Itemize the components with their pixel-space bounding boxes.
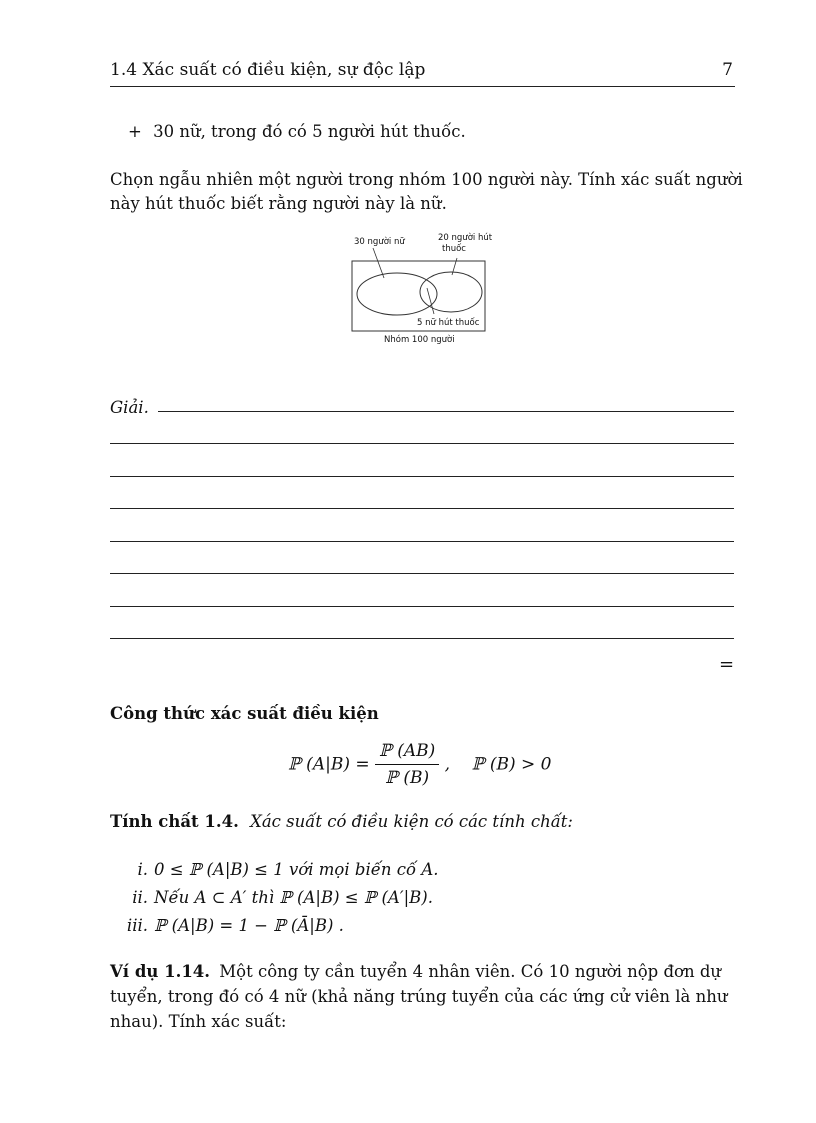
label-smokers-2: thuốc bbox=[442, 244, 466, 254]
formula-numerator: ℙ (AB) bbox=[375, 740, 439, 765]
answer-line bbox=[158, 411, 734, 412]
property-item bbox=[110, 914, 344, 938]
list-item bbox=[128, 120, 466, 144]
property-item-label: ii. bbox=[132, 888, 148, 907]
label-women: 30 người nữ bbox=[354, 237, 405, 247]
example-text-1: Một công ty cần tuyển 4 nhân viên. Có 10 người nộp đơn dự bbox=[219, 962, 722, 981]
formula-fraction bbox=[375, 740, 439, 789]
answer-line bbox=[110, 541, 734, 542]
property-item-label: iii. bbox=[126, 916, 148, 935]
property-item bbox=[110, 886, 433, 910]
formula-heading: Công thức xác suất điều kiện bbox=[110, 704, 379, 723]
example-line-3: nhau). Tính xác suất: bbox=[110, 1012, 287, 1031]
answer-line bbox=[110, 573, 734, 574]
property-statement bbox=[110, 810, 573, 834]
list-item-text: 30 nữ, trong đó có 5 người hút thuốc. bbox=[153, 122, 466, 141]
women-pointer-line bbox=[373, 248, 384, 278]
page-number: 7 bbox=[722, 60, 733, 80]
formula-lhs: ℙ (A|B) = bbox=[288, 754, 370, 775]
property-title: Tính chất 1.4. bbox=[110, 812, 239, 831]
header-title: 1.4 Xác suất có điều kiện, sự độc lập bbox=[110, 60, 426, 80]
answer-line bbox=[110, 443, 734, 444]
running-header bbox=[110, 60, 735, 87]
property-item-text: ℙ (A|B) = 1 − ℙ (Ā|B) . bbox=[154, 916, 344, 935]
label-smokers-1: 20 người hút bbox=[438, 233, 493, 243]
answer-line bbox=[110, 476, 734, 477]
solution-label: Giải. bbox=[110, 398, 149, 417]
label-overlap: 5 nữ hút thuốc bbox=[417, 318, 480, 328]
property-item bbox=[110, 858, 438, 882]
list-bullet: + bbox=[128, 122, 142, 141]
property-item-label: i. bbox=[137, 860, 148, 879]
example-line-1 bbox=[110, 960, 721, 984]
property-intro: Xác suất có điều kiện có các tính chất: bbox=[250, 812, 573, 831]
end-of-proof-mark: = bbox=[719, 654, 735, 675]
label-group: Nhóm 100 người bbox=[384, 335, 455, 345]
formula-denominator: ℙ (B) bbox=[385, 768, 430, 788]
formula-condition: , ℙ (B) > 0 bbox=[444, 754, 552, 775]
answer-line bbox=[110, 508, 734, 509]
answer-line bbox=[110, 606, 734, 607]
property-item-text: Nếu A ⊂ A′ thì ℙ (A|B) ≤ ℙ (A′|B). bbox=[154, 888, 433, 907]
conditional-probability-formula bbox=[288, 740, 552, 789]
example-title: Ví dụ 1.14. bbox=[110, 962, 211, 981]
venn-diagram bbox=[340, 228, 500, 346]
example-line-2: tuyển, trong đó có 4 nữ (khả năng trúng tuyển của các ứng cử viên là như bbox=[110, 987, 728, 1006]
property-item-text: 0 ≤ ℙ (A|B) ≤ 1 với mọi biến cố A. bbox=[154, 860, 439, 879]
smokers-ellipse bbox=[420, 272, 482, 312]
problem-line-2: này hút thuốc biết rằng người này là nữ. bbox=[110, 194, 447, 213]
women-ellipse bbox=[357, 273, 437, 315]
answer-line bbox=[110, 638, 734, 639]
problem-line-1: Chọn ngẫu nhiên một người trong nhóm 100 người này. Tính xác suất người bbox=[110, 170, 743, 189]
overlap-pointer-line bbox=[427, 288, 434, 314]
